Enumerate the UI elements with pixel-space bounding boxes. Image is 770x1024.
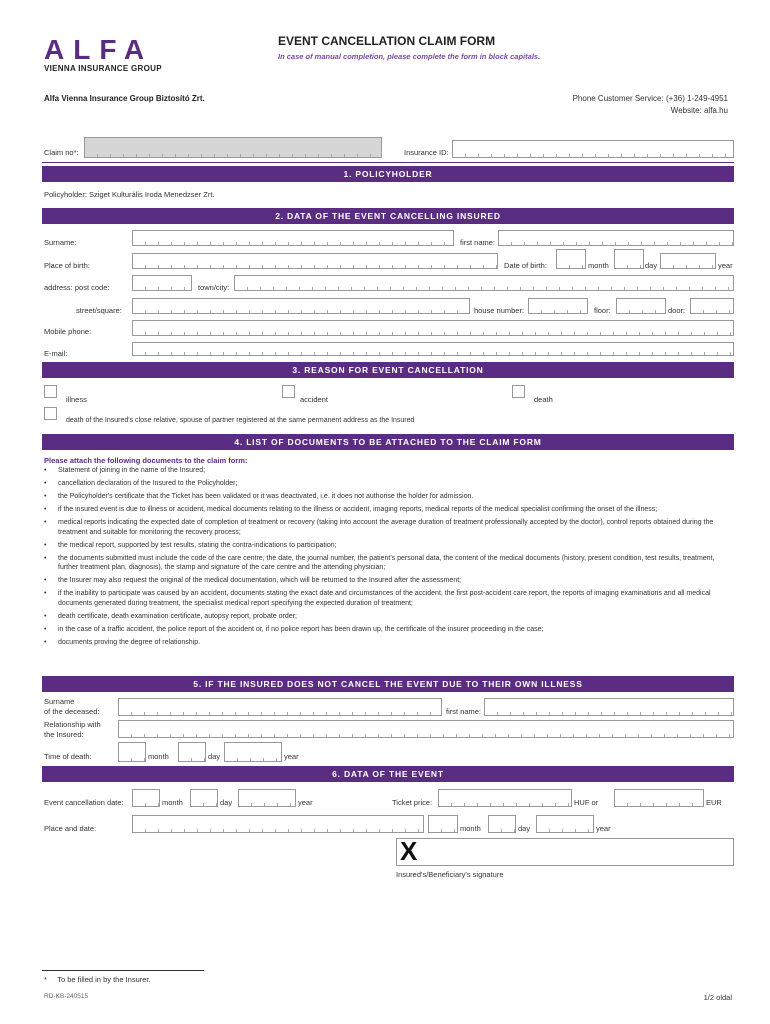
alfa-logo — [44, 34, 174, 74]
list-item: • cancellation declaration of the Insured to the Policyholder; — [44, 479, 734, 489]
cancel-day-label: day — [220, 798, 233, 807]
documents-list — [44, 466, 734, 651]
dob-month-field[interactable] — [556, 249, 586, 269]
signature-field[interactable] — [396, 838, 734, 866]
logo-text: ALFA — [44, 34, 154, 65]
dob-year-field[interactable] — [660, 253, 716, 269]
eur-label: EUR — [706, 798, 722, 807]
cancellation-date-label: Event cancellation date: — [44, 798, 124, 807]
list-item: • the documents submitted must include the code of the care centre, the date, the journal number, the patient's personal data, the content of the medical documents (history, present condition, test results, treatment, further treatment plan, diagnosis), the stamp and signature of the care centre and the attending physician; — [44, 554, 734, 573]
claim-no-label: Claim no*: — [44, 148, 79, 157]
mobile-phone-label: Mobile phone: — [44, 327, 92, 336]
death-checkbox[interactable] — [512, 385, 525, 398]
ticket-price-label: Ticket price: — [392, 798, 433, 807]
town-city-label: town/city: — [198, 283, 230, 292]
list-item: • Statement of joining in the name of the Insured; — [44, 466, 734, 476]
dob-day-field[interactable] — [614, 249, 644, 269]
time-of-death-label: Time of death: — [44, 752, 92, 761]
post-code-field[interactable] — [132, 275, 192, 291]
dob-year-label: year — [718, 261, 733, 270]
cancel-day-field[interactable] — [190, 789, 218, 807]
date-of-birth-label: Date of birth: — [504, 261, 547, 270]
huf-or-label: HUF or — [574, 798, 599, 807]
deceased-first-name-label: first name: — [446, 707, 482, 716]
street-square-field[interactable] — [132, 298, 470, 314]
death-relative-label: death of the Insured's close relative, spouse of partner registered at the same permanent address as the Insured — [66, 417, 415, 424]
phone-info: Phone Customer Service: (+36) 1-249-4951 — [572, 94, 728, 103]
place-month-label: month — [460, 824, 481, 833]
cancel-month-field[interactable] — [132, 789, 160, 807]
list-item: • in the case of a traffic accident, the police report of the accident or, if no police report has been drawn up, the certificate of the insurer proceeding in the case; — [44, 625, 734, 635]
house-number-field[interactable] — [528, 298, 588, 314]
section-3-header: 3. REASON FOR EVENT CANCELLATION — [42, 362, 734, 378]
mobile-phone-field[interactable] — [132, 320, 734, 336]
first-name-label: first name: — [460, 238, 496, 247]
section-1-header: 1. POLICYHOLDER — [42, 166, 734, 182]
first-name-field[interactable] — [498, 230, 734, 246]
door-field[interactable] — [690, 298, 734, 314]
place-year-label: year — [596, 824, 611, 833]
signature-mark: X — [400, 836, 418, 866]
ticket-price-huf-field[interactable] — [438, 789, 572, 807]
place-day-field[interactable] — [488, 815, 516, 833]
place-month-field[interactable] — [428, 815, 458, 833]
claim-no-field[interactable] — [84, 137, 382, 158]
street-square-label: street/square: — [76, 306, 122, 315]
insurance-id-label: Insurance ID: — [404, 148, 449, 157]
death-day-field[interactable] — [178, 742, 206, 762]
cancel-month-label: month — [162, 798, 183, 807]
place-of-birth-label: Place of birth: — [44, 261, 90, 270]
form-title: EVENT CANCELLATION CLAIM FORM — [278, 34, 496, 48]
logo-subtitle: VIENNA INSURANCE GROUP — [44, 64, 162, 73]
section-5-header: 5. IF THE INSURED DOES NOT CANCEL THE EVENT DUE TO THEIR OWN ILLNESS — [42, 676, 734, 692]
form-subtitle: In case of manual completion, please complete the form in block capitals. — [278, 52, 541, 61]
place-of-birth-field[interactable] — [132, 253, 498, 269]
website-info: Website: alfa.hu — [670, 106, 728, 115]
death-year-field[interactable] — [224, 742, 282, 762]
list-item: • the Insurer may also request the original of the medical documentation, which will be returned to the Insured after the assessment; — [44, 576, 734, 586]
death-label: death — [534, 395, 553, 404]
cancel-year-label: year — [298, 798, 313, 807]
email-field[interactable] — [132, 342, 734, 356]
illness-label: illness — [66, 395, 87, 404]
dob-month-label: month — [588, 261, 609, 270]
list-item: • death certificate, death examination certificate, autopsy report, probate order; — [44, 612, 734, 622]
list-item: • if the insured event is due to illness or accident, medical documents relating to the illness or accident, imaging reports, medical reports of the medical specialist confirming the onset of the illness; — [44, 505, 734, 515]
signature-label: Insured's/Beneficiary's signature — [396, 870, 504, 879]
house-number-label: house number: — [474, 306, 525, 315]
documents-heading: Please attach the following documents to the claim form: — [44, 456, 248, 465]
accident-checkbox[interactable] — [282, 385, 295, 398]
post-code-label: address: post code: — [44, 283, 110, 292]
list-item: • the medical report, supported by test results, stating the contra-indications to participation; — [44, 541, 734, 551]
form-code: RD-KB-240515 — [44, 993, 89, 1000]
relationship-label-1: Relationship with — [44, 720, 101, 729]
list-item: • the Policyholder's certificate that the Ticket has been validated or it was deactivated, i.e. it does not authorise the holder for admission. — [44, 492, 734, 502]
footnote-divider — [42, 970, 204, 971]
section-6-header: 6. DATA OF THE EVENT — [42, 766, 734, 782]
deceased-surname-field[interactable] — [118, 698, 442, 716]
death-relative-checkbox[interactable] — [44, 407, 57, 420]
deceased-surname-label-2: of the deceased: — [44, 707, 100, 716]
footnote: * To be filled in by the Insurer. — [44, 975, 151, 984]
ticket-price-eur-field[interactable] — [614, 789, 704, 807]
insurance-id-field[interactable] — [452, 140, 734, 158]
deceased-surname-label-1: Surname — [44, 697, 75, 706]
place-day-label: day — [518, 824, 531, 833]
death-year-label: year — [284, 752, 299, 761]
dob-day-label: day — [645, 261, 658, 270]
surname-field[interactable] — [132, 230, 454, 246]
company-name: Alfa Vienna Insurance Group Biztosító Zrt. — [44, 94, 205, 103]
cancel-year-field[interactable] — [238, 789, 296, 807]
accident-label: accident — [300, 395, 328, 404]
list-item: • documents proving the degree of relationship. — [44, 638, 734, 648]
surname-label: Surname: — [44, 238, 77, 247]
door-label: door: — [668, 306, 686, 315]
section-4-header: 4. LIST OF DOCUMENTS TO BE ATTACHED TO THE CLAIM FORM — [42, 434, 734, 450]
relationship-field[interactable] — [118, 720, 734, 738]
email-label: E-mail: — [44, 349, 68, 358]
place-field[interactable] — [132, 815, 424, 833]
floor-label: floor: — [594, 306, 611, 315]
divider-line — [42, 162, 734, 163]
place-and-date-label: Place and date: — [44, 824, 97, 833]
section-2-header: 2. DATA OF THE EVENT CANCELLING INSURED — [42, 208, 734, 224]
floor-field[interactable] — [616, 298, 666, 314]
town-city-field[interactable] — [234, 275, 734, 291]
illness-checkbox[interactable] — [44, 385, 57, 398]
list-item: • if the inability to participate was caused by an accident, documents stating the exact date and circumstances of the accident, the first post-accident care report, the reports of imaging examinations and all medical documents generated during treatment, the specialist medical report specifying the expected duration of treatment; — [44, 589, 734, 608]
death-month-label: month — [148, 752, 169, 761]
page-number: 1/2 oldal — [703, 993, 732, 1002]
deceased-first-name-field[interactable] — [484, 698, 734, 716]
death-month-field[interactable] — [118, 742, 146, 762]
relationship-label-2: the Insured: — [44, 730, 84, 739]
place-year-field[interactable] — [536, 815, 594, 833]
death-day-label: day — [208, 752, 221, 761]
list-item: • medical reports indicating the expected date of completion of treatment or recovery (taking into account the average duration of treatment professionally accepted by the doctor), control reports obtained during the treatment and suitable for monitoring the recovery process; — [44, 518, 734, 537]
policyholder-text: Policyholder: Sziget Kulturális Iroda Menedzser Zrt. — [44, 190, 215, 199]
